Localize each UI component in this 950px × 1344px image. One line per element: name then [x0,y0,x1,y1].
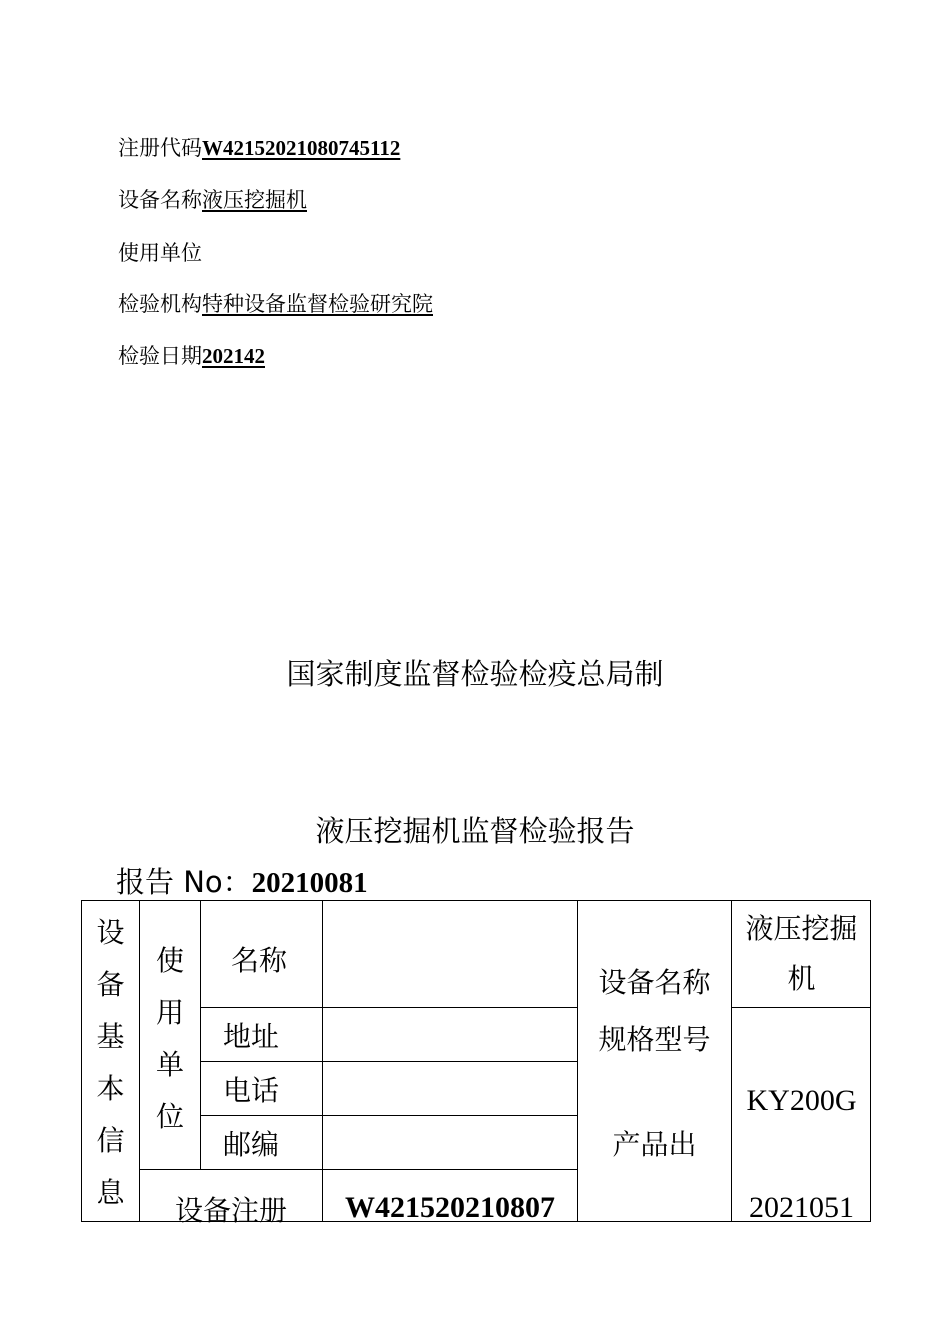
model-label: 规格型号 [598,1023,711,1056]
issuer-title: 国家制度监督检验检疫总局制 [286,657,664,691]
address-label: 地址 [223,1019,280,1053]
phone-label: 电话 [223,1073,280,1107]
name-value-cell [323,901,577,1007]
equip-name-label: 设备名称 [598,966,711,999]
report-title: 液压挖掘机监督检验报告 [315,814,635,848]
inspection-date-line [118,342,265,370]
postcode-value-cell [323,1116,577,1169]
reg-code-label: 注册代码 [118,136,202,160]
inspection-date-label: 检验日期 [118,344,202,368]
equipment-name-line [118,186,307,214]
name-label-cell [201,901,322,1007]
inspection-date-value: 202142 [202,344,265,368]
address-label-cell [201,1008,322,1061]
postcode-label-cell [201,1116,322,1169]
inspection-org-label: 检验机构 [118,292,202,316]
inspection-org-value: 特种设备监督检验研究院 [202,292,433,316]
phone-label-cell [201,1062,322,1115]
reg-code-value: W42152021080745112 [202,136,401,160]
postcode-label: 邮编 [223,1127,280,1161]
user-unit-group-label: 使用单位 [155,944,184,1133]
table-divider [731,1007,871,1008]
equip-reg-value-cell [323,1170,577,1221]
equip-reg-label: 设备注册 [174,1194,287,1227]
user-unit-label: 使用单位 [118,241,202,265]
model-value: KY200G [746,1084,857,1117]
equip-name-label-cell [578,901,731,1007]
product-value-cell [732,1170,871,1221]
inspection-org-line [118,290,433,318]
equip-name-value-cell [732,901,871,1007]
equip-reg-value: W421520210807 [345,1191,555,1221]
user-unit-line [118,239,202,267]
user-unit-group-cell [140,901,200,1169]
section-label-cell [82,901,139,1221]
model-label-cell [578,1008,731,1061]
product-label-cell [578,1116,731,1169]
reg-code-line [118,134,400,162]
address-value-cell [323,1008,577,1061]
name-label: 名称 [231,944,288,977]
report-number [116,864,368,901]
model-value-cell [732,1061,871,1141]
phone-value-cell [323,1062,577,1115]
equip-name-value: 液压挖掘机 [745,912,858,995]
section-label: 设备基本信息 [96,916,125,1209]
equip-reg-label-cell [140,1170,322,1227]
product-value: 2021051 [749,1191,854,1221]
equipment-name-label: 设备名称 [118,188,202,212]
equipment-name-value: 液压挖掘机 [202,188,307,212]
report-number-label: 报告 No： [116,865,252,899]
report-number-value: 20210081 [251,867,368,899]
product-label: 产品出 [612,1127,697,1161]
equipment-info-table [81,900,871,1227]
